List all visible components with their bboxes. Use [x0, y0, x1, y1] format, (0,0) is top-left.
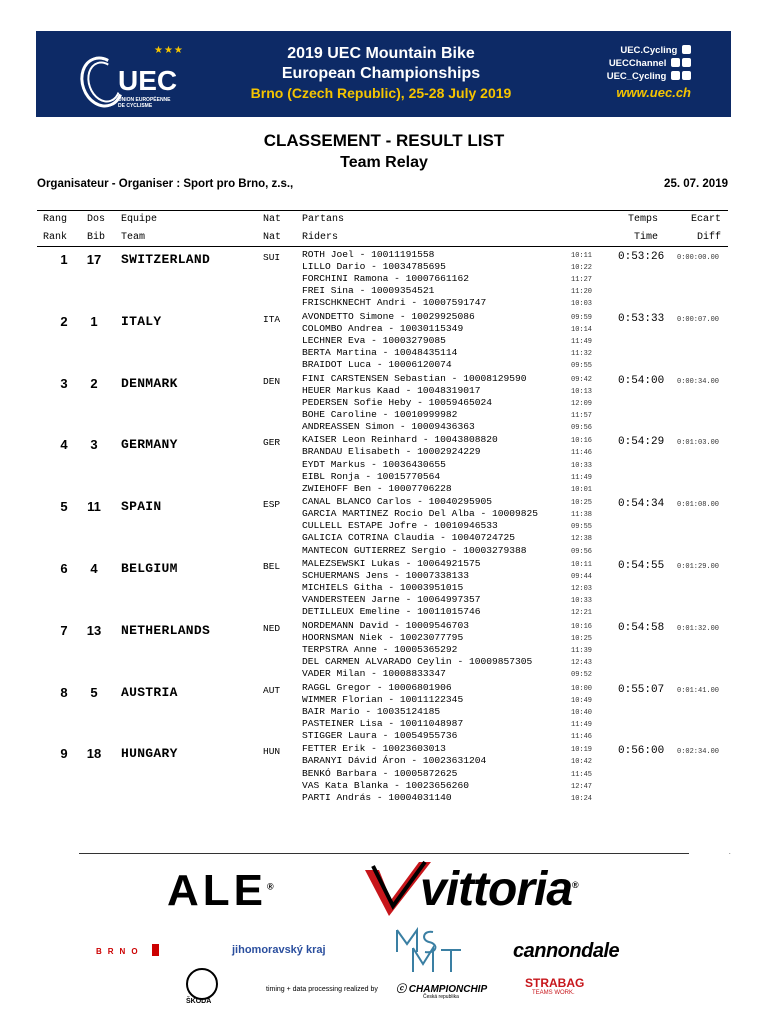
team-bib: 17	[86, 252, 102, 267]
rider-split-time: 10:25	[571, 499, 593, 508]
divider-top	[37, 210, 728, 211]
event-title-line-3: Brno (Czech Republic), 25-28 July 2019	[250, 85, 512, 101]
rider-split-time: 11:39	[571, 646, 593, 655]
rider-entry: NORDEMANN David - 10009546703	[302, 619, 469, 631]
team-time: 0:54:58	[618, 621, 665, 634]
team-bib: 2	[90, 375, 98, 391]
team-bib: 18	[86, 746, 102, 762]
col-equipe: Equipe	[121, 214, 158, 225]
rider-entry: MALEZSEWSKI Lukas - 10064921575	[302, 558, 481, 569]
rider-split-time: 10:24	[571, 794, 593, 803]
page-title: CLASSEMENT - RESULT LIST	[263, 131, 505, 150]
team-row	[0, 620, 768, 682]
rider-split-time: 12:09	[571, 399, 593, 408]
rider-split-time: 11:38	[571, 511, 593, 520]
cannondale-logo: cannondale	[513, 940, 620, 962]
website-link: www.uec.ch	[616, 85, 691, 100]
team-nationality: ITA	[263, 313, 281, 325]
tiktok-icon	[682, 58, 691, 67]
uec-logo-sub-2: DE CYCLISME	[118, 103, 153, 109]
rider-entry: MICHIELS Githa - 10003951015	[302, 582, 464, 594]
rider-entry: LILLO Dario - 10034785695	[302, 261, 446, 273]
rider-entry: PARTI András - 10004031140	[302, 791, 452, 803]
col-ecart: Ecart	[691, 214, 722, 225]
team-row	[0, 311, 768, 373]
rider-entry: DEL CARMEN ALVARADO Ceylin - 10009857305	[302, 656, 533, 668]
team-rank: 7	[60, 622, 68, 638]
team-nationality: SUI	[263, 252, 281, 263]
rider-entry: BOHE Caroline - 10010999982	[302, 408, 458, 420]
rider-split-time: 11:45	[571, 770, 593, 779]
strabag-tagline: TEAMS WORK.	[532, 990, 575, 996]
brno-box-icon	[152, 944, 159, 956]
rider-split-time: 10:16	[571, 622, 593, 631]
rider-entry: SCHUERMANS Jens - 10007338133	[302, 570, 469, 582]
team-time: 0:56:00	[618, 745, 665, 758]
rider-entry: BARANYI Dávid Áron - 10023631204	[302, 755, 487, 767]
team-nationality: GER	[263, 437, 281, 449]
team-row	[0, 434, 768, 496]
rider-entry: VANDERSTEEN Jarne - 10064997357	[302, 594, 481, 606]
col-dos: Dos	[87, 214, 106, 225]
skoda-logo-text: ŠKODA	[186, 998, 212, 1005]
team-diff: 0:00:00.00	[677, 254, 720, 262]
team-diff: 0:01:03.00	[677, 439, 720, 448]
team-time: 0:54:55	[618, 560, 665, 572]
rider-split-time: 10:49	[571, 696, 593, 705]
team-bib: 5	[90, 684, 98, 700]
rider-entry: LECHNER Eva - 10003279085	[302, 334, 446, 346]
rider-split-time: 09:56	[571, 547, 593, 556]
organiser-label: Organisateur - Organiser : Sport pro Brno, z.s.,	[37, 178, 294, 190]
team-rank: 2	[60, 313, 68, 329]
col-diff: Diff	[697, 232, 722, 243]
event-title-line-2: European Championships	[281, 65, 481, 82]
rider-entry: HOORNSMAN Niek - 10023077795	[302, 631, 464, 643]
col-temps: Temps	[628, 214, 659, 225]
rider-split-time: 10:03	[571, 300, 593, 309]
skoda-logo-icon	[186, 968, 218, 1000]
team-nationality: HUN	[263, 746, 281, 758]
rider-split-time: 09:42	[571, 375, 593, 384]
rider-split-time: 10:19	[571, 746, 593, 755]
stars-icon: ★★★	[154, 45, 184, 56]
team-time: 0:54:29	[618, 436, 665, 449]
rider-split-time: 11:49	[571, 720, 593, 729]
msmt-logo-icon	[395, 926, 465, 976]
team-name: SWITZERLAND	[121, 252, 211, 267]
team-name: AUSTRIA	[121, 684, 178, 700]
team-row	[0, 373, 768, 435]
rider-entry: PEDERSEN Sofie Heby - 10059465024	[302, 396, 492, 408]
col-nat-fr: Nat	[263, 214, 282, 225]
rider-entry: FINI CARSTENSEN Sebastian - 10008129590	[302, 372, 527, 384]
rider-split-time: 10:11	[571, 252, 593, 260]
team-rank: 5	[60, 499, 68, 515]
team-nationality: ESP	[263, 499, 281, 511]
championchip-text: CHAMPIONCHIP	[408, 984, 488, 995]
col-riders: Riders	[302, 232, 339, 243]
team-rank: 3	[60, 375, 68, 391]
team-bib: 11	[87, 499, 101, 515]
team-rank: 4	[60, 437, 68, 453]
team-rank: 8	[60, 684, 68, 700]
rider-entry: MANTECON GUTIERREZ Sergio - 10003279388	[302, 544, 527, 556]
twitter-icon	[671, 71, 680, 80]
youtube-icon	[671, 58, 680, 67]
rider-entry: EIBL Ronja - 10015770564	[302, 470, 441, 482]
brno-logo-text: BRNO	[96, 947, 144, 956]
rider-entry: BAIR Mario - 10035124185	[302, 705, 441, 717]
team-name: HUNGARY	[121, 746, 178, 762]
rider-split-time: 12:21	[571, 609, 593, 618]
rider-split-time: 10:01	[571, 485, 593, 494]
col-bib: Bib	[87, 232, 106, 243]
rider-entry: FORCHINI Ramona - 10007661162	[302, 273, 469, 285]
team-diff: 0:01:29.00	[677, 563, 720, 571]
rider-entry: FREI Sina - 10009354521	[302, 285, 435, 297]
rider-entry: VADER Milan - 10008833347	[302, 668, 446, 680]
rider-split-time: 12:47	[571, 782, 593, 791]
social-twitter	[607, 71, 691, 82]
jmk-logo: jihomoravský kraj	[232, 944, 326, 956]
team-row	[0, 743, 768, 805]
team-diff: 0:01:32.00	[677, 624, 720, 633]
team-nationality: AUT	[263, 684, 281, 696]
team-diff: 0:00:34.00	[677, 377, 720, 386]
rider-entry: ZWIEHOFF Ben - 10007706228	[302, 482, 452, 494]
rider-split-time: 12:43	[571, 659, 593, 668]
championchip-subtitle: Česká republika	[423, 994, 459, 1000]
rider-split-time: 11:57	[571, 411, 593, 420]
facebook-icon	[682, 45, 691, 54]
col-partans: Partans	[302, 214, 345, 225]
page-subtitle: Team Relay	[340, 154, 428, 171]
rider-split-time: 12:38	[571, 535, 593, 544]
rider-entry: VAS Kata Blanka - 10023656260	[302, 779, 469, 791]
rider-entry: COLOMBO Andrea - 10030115349	[302, 322, 464, 334]
rider-split-time: 11:20	[571, 288, 593, 297]
rider-split-time: 11:49	[571, 337, 593, 346]
rider-split-time: 09:52	[571, 671, 593, 680]
rider-entry: WIMMER Florian - 10011122345	[302, 693, 464, 705]
rider-split-time: 11:27	[571, 276, 593, 285]
social-facebook	[620, 45, 691, 56]
timing-credit: timing + data processing realized by	[266, 986, 378, 993]
rider-entry: GARCIA MARTINEZ Rocio Del Alba - 10009825	[302, 508, 539, 520]
rider-split-time: 10:11	[571, 561, 593, 569]
rider-split-time: 10:33	[571, 597, 593, 606]
uec-logo-sub-1: UNION EUROPÉENNE	[118, 97, 171, 103]
team-bib: 1	[90, 313, 98, 329]
team-time: 0:55:07	[618, 683, 665, 696]
brno-logo	[96, 944, 159, 956]
championchip-logo	[396, 980, 487, 995]
rider-entry: KAISER Leon Reinhard - 10043808820	[302, 434, 498, 446]
ale-logo-text: ALE	[167, 866, 267, 915]
rider-entry: BERTA Martina - 10048435114	[302, 347, 458, 359]
team-row	[0, 558, 768, 620]
vittoria-logo: vittoria®	[420, 863, 578, 916]
team-name: GERMANY	[121, 437, 178, 453]
team-bib: 4	[90, 561, 98, 576]
team-rank: 1	[60, 252, 68, 267]
team-name: ITALY	[121, 313, 162, 329]
rider-entry: FRISCHKNECHT Andri - 10007591747	[302, 297, 487, 309]
team-rank: 6	[60, 561, 68, 576]
social-twitter-label: UEC_Cycling	[606, 71, 667, 82]
vittoria-logo-text: vittoria	[420, 863, 573, 916]
rider-entry: CANAL BLANCO Carlos - 10040295905	[302, 496, 492, 508]
team-diff: 0:02:34.00	[677, 748, 720, 757]
rider-split-time: 11:46	[571, 732, 593, 741]
uec-logo-text: UEC	[118, 65, 178, 96]
team-bib: 3	[90, 437, 98, 453]
uec-logo-subtitle	[118, 97, 171, 109]
team-row	[0, 249, 768, 311]
team-row	[0, 496, 768, 558]
social-youtube-label: UECChannel	[608, 58, 667, 69]
divider-dot: .	[729, 850, 731, 856]
rider-split-time: 10:22	[571, 264, 593, 273]
rider-entry: ROTH Joel - 10011191558	[302, 249, 435, 260]
instagram-icon	[682, 71, 691, 80]
col-rang: Rang	[43, 214, 68, 225]
team-bib: 13	[86, 622, 102, 638]
rider-entry: TERPSTRA Anne - 10005365292	[302, 643, 458, 655]
strabag-logo: STRABAG	[525, 976, 585, 990]
rider-split-time: 10:42	[571, 758, 593, 767]
rider-split-time: 12:03	[571, 585, 593, 594]
col-nat-en: Nat	[263, 232, 282, 243]
social-youtube	[609, 58, 691, 69]
team-row	[0, 682, 768, 744]
team-diff: 0:01:41.00	[677, 686, 720, 695]
rider-entry: BRANDAU Elisabeth - 10002924229	[302, 446, 481, 458]
team-name: NETHERLANDS	[121, 622, 211, 638]
rider-split-time: 10:14	[571, 325, 593, 334]
rider-split-time: 11:32	[571, 350, 593, 359]
rider-entry: DETILLEUX Emeline - 10011015746	[302, 606, 481, 618]
team-name: DENMARK	[121, 375, 178, 391]
rider-split-time: 10:13	[571, 387, 593, 396]
divider-header	[37, 246, 728, 247]
team-time: 0:54:34	[618, 498, 665, 511]
rider-split-time: 09:55	[571, 362, 593, 371]
rider-split-time: 11:46	[571, 449, 593, 458]
team-time: 0:53:26	[618, 251, 665, 263]
team-diff: 0:01:08.00	[677, 501, 720, 510]
rider-entry: GALICIA COTRINA Claudia - 10040724725	[302, 532, 516, 544]
championchip-icon: ⓒ	[396, 984, 406, 995]
rider-split-time: 09:44	[571, 573, 593, 582]
header-banner	[36, 31, 731, 117]
event-title-line-1: 2019 UEC Mountain Bike	[287, 45, 475, 62]
team-rank: 9	[60, 746, 68, 762]
team-diff: 0:00:07.00	[677, 315, 720, 324]
rider-entry: CULLELL ESTAPE Jofre - 10010946533	[302, 520, 498, 532]
rider-split-time: 11:49	[571, 473, 593, 482]
col-time: Time	[634, 232, 659, 243]
rider-entry: BRAIDOT Luca - 10006120074	[302, 359, 452, 371]
ale-logo: ALE®	[167, 866, 278, 915]
sponsor-divider	[79, 853, 689, 854]
rider-entry: HEUER Markus Kaad - 10048319017	[302, 384, 481, 396]
team-time: 0:54:00	[618, 374, 665, 387]
result-date: 25. 07. 2019	[664, 178, 728, 190]
rider-entry: STIGGER Laura - 10054955736	[302, 729, 458, 741]
rider-entry: EYDT Markus - 10036430655	[302, 458, 446, 470]
rider-split-time: 10:40	[571, 708, 593, 717]
team-nationality: DEN	[263, 375, 281, 387]
team-name: BELGIUM	[121, 561, 178, 576]
rider-entry: AVONDETTO Simone - 10029925086	[302, 310, 475, 322]
rider-entry: PASTEINER Lisa - 10011048987	[302, 717, 464, 729]
rider-split-time: 09:56	[571, 423, 593, 432]
rider-split-time: 10:00	[571, 684, 593, 693]
rider-split-time: 09:59	[571, 313, 593, 322]
col-team: Team	[121, 232, 146, 243]
rider-entry: ANDREASSEN Simon - 10009436363	[302, 420, 475, 432]
team-time: 0:53:33	[618, 312, 665, 325]
team-nationality: NED	[263, 622, 281, 634]
rider-split-time: 10:33	[571, 461, 593, 470]
rider-entry: FETTER Erik - 10023603013	[302, 743, 446, 755]
rider-split-time: 09:55	[571, 523, 593, 532]
rider-entry: BENKÓ Barbara - 10005872625	[302, 767, 458, 779]
rider-split-time: 10:16	[571, 437, 593, 446]
team-nationality: BEL	[263, 561, 281, 572]
team-name: SPAIN	[121, 499, 162, 515]
rider-split-time: 10:25	[571, 634, 593, 643]
col-rank: Rank	[43, 232, 68, 243]
social-facebook-label: UEC.Cycling	[620, 45, 678, 56]
rider-entry: RAGGL Gregor - 10006801906	[302, 681, 452, 693]
